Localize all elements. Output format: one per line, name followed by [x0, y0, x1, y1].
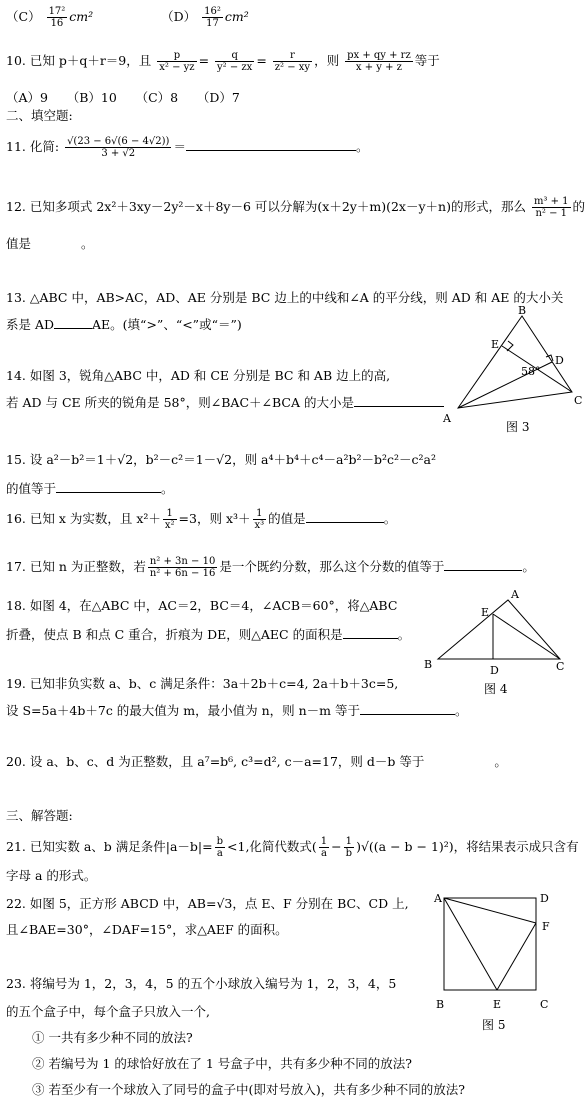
figure-5-diagram	[430, 888, 560, 1016]
q15-answer-blank[interactable]	[56, 480, 161, 493]
segment-ae	[444, 898, 497, 990]
label-e: E	[491, 338, 500, 351]
fig5-label-f: F	[542, 920, 550, 933]
question-18: 18. 如图 4，在△ABC 中，AC＝2，BC＝4，∠ACB＝60°，将△ABC	[6, 598, 398, 613]
option-d-fraction: $\frac{\text{16²}}{17}$	[204, 6, 221, 29]
q23-sub-1: ① 一共有多少种不同的放法?	[32, 1030, 193, 1045]
q19-line-2: 设 S=5a＋4b＋7c 的最大值为 m，最小值为 n，则 n－m 等于 。	[6, 703, 468, 718]
segment-ef	[497, 923, 536, 990]
question-13: 13. △ABC 中，AB>AC，AD、AE 分别是 BC 边上的中线和∠A 的平分线，则 AD 和 AE 的大小关	[6, 290, 564, 305]
question-11: 11. 化简: $\frac{√(23 - 6√(6 - 4√2))}{3 + √2}$ ＝ 。	[6, 136, 369, 159]
q12-fraction: $\frac{\text{m³ + 1}}{\text{n² − 1}}$	[533, 196, 569, 219]
q17-answer-blank[interactable]	[444, 558, 522, 571]
figure-5-caption: 图 5	[482, 1018, 506, 1032]
question-21: 21. 已知实数 a、b 满足条件|a－b|= $\frac{b}{a}$ <1,化简代数式( $\frac{1}{a}$ − $\frac{1}{b}$ )√((a − b − 1)²)，将结果表示成只含有	[6, 836, 579, 859]
right-angle-mark-e	[507, 341, 513, 351]
q12-line-2: 值是 。	[6, 236, 94, 251]
figure-4-diagram	[420, 584, 570, 677]
figure-3-diagram	[438, 304, 583, 436]
question-12: 12. 已知多项式 2x²＋3xy－2y²－x＋8y－6 可以分解为(x＋2y＋m)(2x－y＋n)的形式，那么 $\frac{\text{m³ + 1}}{\text{n² − 1}}$ 的	[6, 196, 585, 219]
q10-fraction-q: $\frac{q}{\text{y² − zx}}$	[217, 50, 253, 73]
fig4-label-e: E	[481, 606, 490, 619]
q21-line-2: 字母 a 的形式。	[6, 868, 97, 883]
q19-answer-blank[interactable]	[360, 702, 455, 715]
fig4-label-b: B	[424, 658, 433, 671]
option-d-label: （D）	[161, 9, 197, 24]
label-d: D	[555, 354, 564, 367]
q13-line-2: 系是 AD AE。(填“>”、“<”或“＝”)	[6, 317, 242, 332]
square-abcd	[444, 898, 536, 990]
figure-3-caption: 图 3	[506, 420, 530, 434]
fig5-label-e: E	[493, 998, 502, 1011]
q23-sub-3: ③ 若至少有一个球放入了同号的盒子中(即对号放入)，共有多少种不同的放法?	[32, 1082, 465, 1097]
question-15: 15. 设 a²－b²＝1＋√2，b²－c²＝1－√2，则 a⁴＋b⁴＋c⁴－a²b²－b²c²－c²a²	[6, 452, 437, 467]
segment-af	[444, 898, 536, 923]
angle-58-label: 58°	[521, 365, 541, 378]
q10-fraction-p: $\frac{p}{\text{x² − yz}}$	[159, 50, 195, 73]
question-14: 14. 如图 3，锐角△ABC 中，AD 和 CE 分别是 BC 和 AB 边上的高,	[6, 368, 391, 383]
q18-answer-blank[interactable]	[343, 626, 398, 639]
fig4-label-d: D	[490, 664, 499, 677]
section-3-heading: 三、解答题:	[6, 808, 73, 823]
q10-options: （A）9 （B）10 （C）8 （D）7	[6, 90, 240, 105]
triangle-abc-fig4	[438, 600, 560, 659]
q11-answer-blank[interactable]	[186, 138, 356, 151]
fig5-label-b: B	[436, 998, 445, 1011]
q23-line-2: 的五个盒子中，每个盒子只放入一个,	[6, 1004, 210, 1019]
question-23: 23. 将编号为 1，2，3，4，5 的五个小球放入编号为 1，2，3，4，5	[6, 976, 397, 991]
q15-line-2: 的值等于 。	[6, 481, 174, 496]
label-b: B	[518, 304, 527, 317]
options-top: （C） $\frac{\text{17²}}{16}$ cm² （D） $\frac{\text{16²}}{17}$ cm²	[6, 6, 249, 29]
question-22: 22. 如图 5，正方形 ABCD 中，AB=√3，点 E、F 分别在 BC、CD 上,	[6, 896, 409, 911]
q13-answer-blank[interactable]	[54, 316, 92, 329]
q11-fraction: $\frac{√(23 - 6√(6 - 4√2))}{3 + √2}$	[67, 136, 170, 159]
q23-sub-2: ② 若编号为 1 的球恰好放在了 1 号盒子中，共有多少种不同的放法?	[32, 1056, 412, 1071]
q10-fraction-r: $\frac{r}{\text{z² − xy}}$	[274, 50, 311, 73]
q10-fraction-sum: $\frac{px + qy + rz}{x + y + z}$	[347, 50, 411, 73]
section-2-heading: 二、填空题:	[6, 108, 73, 123]
figure-4-caption: 图 4	[484, 682, 508, 696]
q18-line-2: 折叠，使点 B 和点 C 重合，折痕为 DE，则△AEC 的面积是 。	[6, 627, 411, 642]
fig5-label-a: A	[434, 892, 442, 905]
question-19: 19. 已知非负实数 a、b、c 满足条件：3a＋2b＋c=4, 2a＋b＋3c=5,	[6, 676, 399, 691]
question-16: 16. 已知 x 为实数，且 x²＋ $\frac{1}{\text{x²}}$ =3，则 x³＋ $\frac{1}{\text{x³}}$ 的值是 。	[6, 508, 397, 531]
question-17: 17. 已知 n 为正整数，若 $\frac{\text{n² + 3n − 10}}{\text{n² + 6n − 16}}$ 是一个既约分数，那么这个分数的值等于 。	[6, 556, 535, 579]
label-c: C	[574, 394, 583, 407]
q16-answer-blank[interactable]	[306, 510, 384, 523]
fig4-label-a: A	[511, 588, 519, 601]
label-a: A	[443, 412, 451, 425]
q14-answer-blank[interactable]	[354, 394, 444, 407]
q17-fraction: $\frac{\text{n² + 3n − 10}}{\text{n² + 6n − 16}}$	[149, 556, 216, 579]
option-c-label: （C）	[6, 9, 41, 24]
option-c-fraction: $\frac{\text{17²}}{16}$	[48, 6, 66, 29]
fig5-label-c: C	[540, 998, 549, 1011]
q22-line-2: 且∠BAE=30°，∠DAF=15°，求△AEF 的面积。	[6, 922, 288, 937]
fig5-label-d: D	[540, 892, 549, 905]
question-10: 10. 已知 p＋q＋r＝9，且 $\frac{p}{\text{x² − yz}}$ = $\frac{q}{\text{y² − zx}}$ = $\frac{r}{\text{z² − xy}}$ ，则 $\frac{px + qy + rz}{x + y + z}$ 等于	[6, 50, 440, 73]
question-20: 20. 设 a、b、c、d 为正整数，且 a⁷=b⁶, c³=d², c－a=17，则 d－b 等于 。	[6, 754, 507, 769]
q14-line-2: 若 AD 与 CE 所夹的锐角是 58°，则∠BAC＋∠BCA 的大小是	[6, 394, 444, 411]
fig4-label-c: C	[556, 660, 565, 673]
